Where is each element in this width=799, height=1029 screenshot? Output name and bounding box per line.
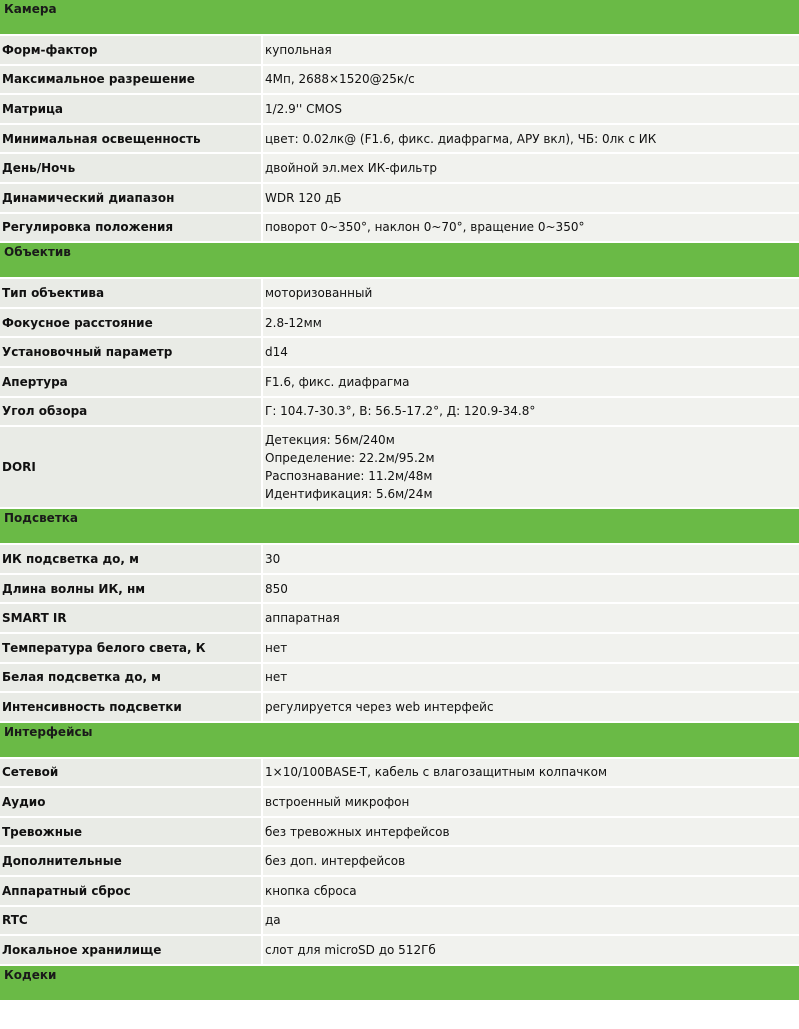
spec-value: слот для microSD до 512Гб (262, 935, 799, 965)
spec-row (0, 35, 799, 65)
spec-row (0, 278, 799, 308)
spec-value: 1×10/100BASE-T, кабель с влагозащитным колпачком (262, 758, 799, 788)
section-header (0, 722, 799, 758)
spec-key: День/Ночь (0, 153, 262, 183)
spec-key: Интенсивность подсветки (0, 692, 262, 722)
spec-key: Матрица (0, 94, 262, 124)
spec-row (0, 876, 799, 906)
spec-key: Тревожные (0, 817, 262, 847)
spec-value: 30 (262, 544, 799, 574)
spec-value: двойной эл.мех ИК-фильтр (262, 153, 799, 183)
spec-value: да (262, 906, 799, 936)
spec-value-line: Идентификация: 5.6м/24м (265, 487, 433, 502)
spec-key: Регулировка положения (0, 213, 262, 243)
spec-value: цвет: 0.02лк@ (F1.6, фикс. диафрагма, АРУ вкл), ЧБ: 0лк с ИК (262, 124, 799, 154)
spec-key: Длина волны ИК, нм (0, 574, 262, 604)
spec-key: Дополнительные (0, 846, 262, 876)
spec-row (0, 397, 799, 427)
section-title: Кодеки (0, 965, 799, 1001)
spec-key: RTC (0, 906, 262, 936)
spec-value (262, 426, 799, 508)
spec-row (0, 758, 799, 788)
spec-key: Температура белого света, К (0, 633, 262, 663)
spec-value-line: Определение: 22.2м/95.2м (265, 451, 435, 466)
spec-row (0, 213, 799, 243)
section-header (0, 242, 799, 278)
spec-value: купольная (262, 35, 799, 65)
spec-value: встроенный микрофон (262, 787, 799, 817)
spec-key: Аудио (0, 787, 262, 817)
spec-row (0, 153, 799, 183)
spec-key: Фокусное расстояние (0, 308, 262, 338)
spec-value-line: Распознавание: 11.2м/48м (265, 469, 433, 484)
spec-value: d14 (262, 337, 799, 367)
spec-row (0, 817, 799, 847)
spec-value: поворот 0~350°, наклон 0~70°, вращение 0~350° (262, 213, 799, 243)
spec-value: без тревожных интерфейсов (262, 817, 799, 847)
spec-row (0, 692, 799, 722)
spec-value: 1/2.9'' CMOS (262, 94, 799, 124)
spec-value-line: Детекция: 56м/240м (265, 433, 395, 448)
spec-row (0, 124, 799, 154)
spec-row (0, 337, 799, 367)
spec-row (0, 426, 799, 508)
spec-row (0, 367, 799, 397)
section-title: Камера (0, 0, 799, 35)
section-title: Интерфейсы (0, 722, 799, 758)
spec-row (0, 633, 799, 663)
spec-value: кнопка сброса (262, 876, 799, 906)
spec-key: Угол обзора (0, 397, 262, 427)
spec-value: регулируется через web интерфейс (262, 692, 799, 722)
spec-row (0, 663, 799, 693)
spec-row (0, 308, 799, 338)
spec-row (0, 906, 799, 936)
spec-key: Максимальное разрешение (0, 65, 262, 95)
spec-value: без доп. интерфейсов (262, 846, 799, 876)
spec-value: нет (262, 663, 799, 693)
spec-key: Тип объектива (0, 278, 262, 308)
spec-row (0, 787, 799, 817)
section-title: Объектив (0, 242, 799, 278)
spec-key: Установочный параметр (0, 337, 262, 367)
spec-row (0, 183, 799, 213)
spec-key: Белая подсветка до, м (0, 663, 262, 693)
spec-key: Форм-фактор (0, 35, 262, 65)
spec-key: Аппаратный сброс (0, 876, 262, 906)
spec-value: 850 (262, 574, 799, 604)
spec-row (0, 544, 799, 574)
spec-key: DORI (0, 426, 262, 508)
section-header (0, 508, 799, 544)
spec-value: аппаратная (262, 603, 799, 633)
spec-row (0, 94, 799, 124)
spec-value: 4Мп, 2688×1520@25к/с (262, 65, 799, 95)
spec-value: 2.8-12мм (262, 308, 799, 338)
spec-value: Г: 104.7-30.3°, В: 56.5-17.2°, Д: 120.9-34.8° (262, 397, 799, 427)
spec-key: Сетевой (0, 758, 262, 788)
spec-key: SMART IR (0, 603, 262, 633)
spec-key: ИК подсветка до, м (0, 544, 262, 574)
spec-row (0, 846, 799, 876)
spec-row (0, 935, 799, 965)
spec-row (0, 603, 799, 633)
spec-row (0, 574, 799, 604)
section-header (0, 0, 799, 35)
spec-value: F1.6, фикс. диафрагма (262, 367, 799, 397)
spec-row (0, 65, 799, 95)
section-header (0, 965, 799, 1001)
spec-key: Динамический диапазон (0, 183, 262, 213)
spec-value: WDR 120 дБ (262, 183, 799, 213)
spec-key: Апертура (0, 367, 262, 397)
spec-key: Минимальная освещенность (0, 124, 262, 154)
spec-key: Локальное хранилище (0, 935, 262, 965)
spec-value: нет (262, 633, 799, 663)
spec-value: моторизованный (262, 278, 799, 308)
section-title: Подсветка (0, 508, 799, 544)
